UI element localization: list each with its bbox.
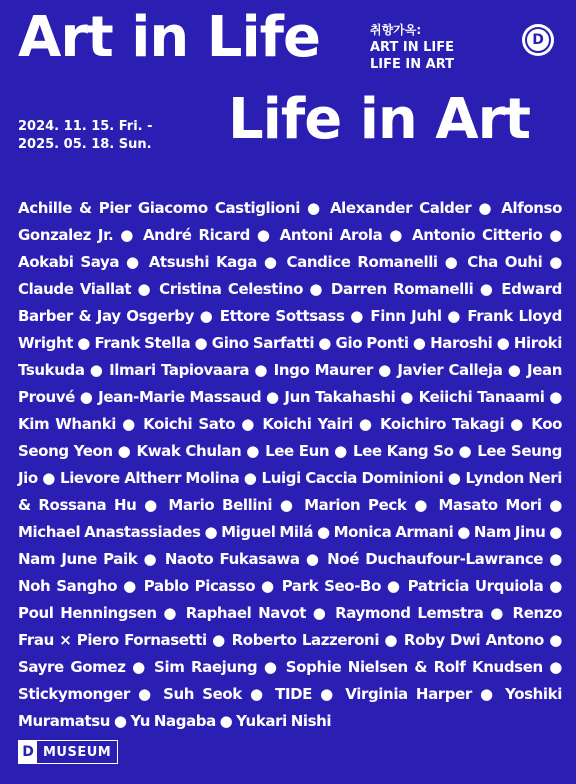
d-museum-circle-logo-icon bbox=[522, 24, 554, 56]
title-life-in-art: Life in Art bbox=[228, 87, 531, 152]
subtitle-line-1: ART IN LIFE bbox=[370, 40, 455, 55]
artist-list: Achille & Pier Giacomo Castiglioni ● Alexander Calder ● Alfonso Gonzalez Jr. ● André Ricard ● Antoni Arola ● Antonio Citterio ● Aokabi Saya ● Atsushi Kaga ● Candice Romanelli ● Cha Ouhi ● Claude Viallat ● Cristina Celestino ● Darren Romanelli ● Edward Barber & Jay Osgerby ● Ettore Sottsass ● Finn Juhl ● Frank Lloyd Wright ● Frank Stella ● Gino Sarfatti ● Gio Ponti ● Haroshi ● Hiroki Tsukuda ● Ilmari Tapiovaara ● Ingo Maurer ● Javier Calleja ● Jean Prouvé ● Jean-Marie Massaud ● Jun Takahashi ● Keiichi Tanaami ● Kim Whanki ● Koichi Sato ● Koichi Yairi ● Koichiro Takagi ● Koo Seong Yeon ● Kwak Chulan ● Lee Eun ● Lee Kang So ● Lee Seung Jio ● Lievore Altherr Molina ● Luigi Caccia Dominioni ● Lyndon Neri & Rossana Hu ● Mario Bellini ● Marion Peck ● Masato Mori ● Michael Anastassiades ● Miguel Milá ● Monica Armani ● Nam Jinu ● Nam June Paik ● Naoto Fukasawa ● Noé Duchaufour-Lawrance ● Noh Sangho ● Pablo Picasso ● Park Seo-Bo ● Patricia Urquiola ● Poul Henningsen ● Raphael Navot ● Raymond Lemstra ● Renzo Frau × Piero Fornasetti ● Roberto Lazzeroni ● Roby Dwi Antono ● Sayre Gomez ● Sim Raejung ● Sophie Nielsen & Rolf Knudsen ● Stickymonger ● Suh Seok ● TIDE ● Virginia Harper ● Yoshiki Muramatsu ● Yu Nagaba ● Yukari Nishi bbox=[18, 199, 562, 730]
d-museum-logo bbox=[18, 740, 118, 764]
subtitle-korean: 취향가옥: bbox=[370, 23, 422, 37]
museum-logo-name: MUSEUM bbox=[43, 744, 112, 760]
logo-letter: D bbox=[525, 27, 551, 53]
end-date: 2025. 05. 18. Sun. bbox=[18, 137, 152, 152]
title-art-in-life: Art in Life bbox=[18, 5, 321, 70]
exhibition-dates bbox=[18, 118, 153, 154]
start-date: 2024. 11. 15. Fri. - bbox=[18, 119, 153, 134]
subtitle-line-2: LIFE IN ART bbox=[370, 57, 455, 72]
museum-logo-letter: D bbox=[19, 741, 37, 763]
exhibition-subtitle bbox=[370, 22, 454, 73]
